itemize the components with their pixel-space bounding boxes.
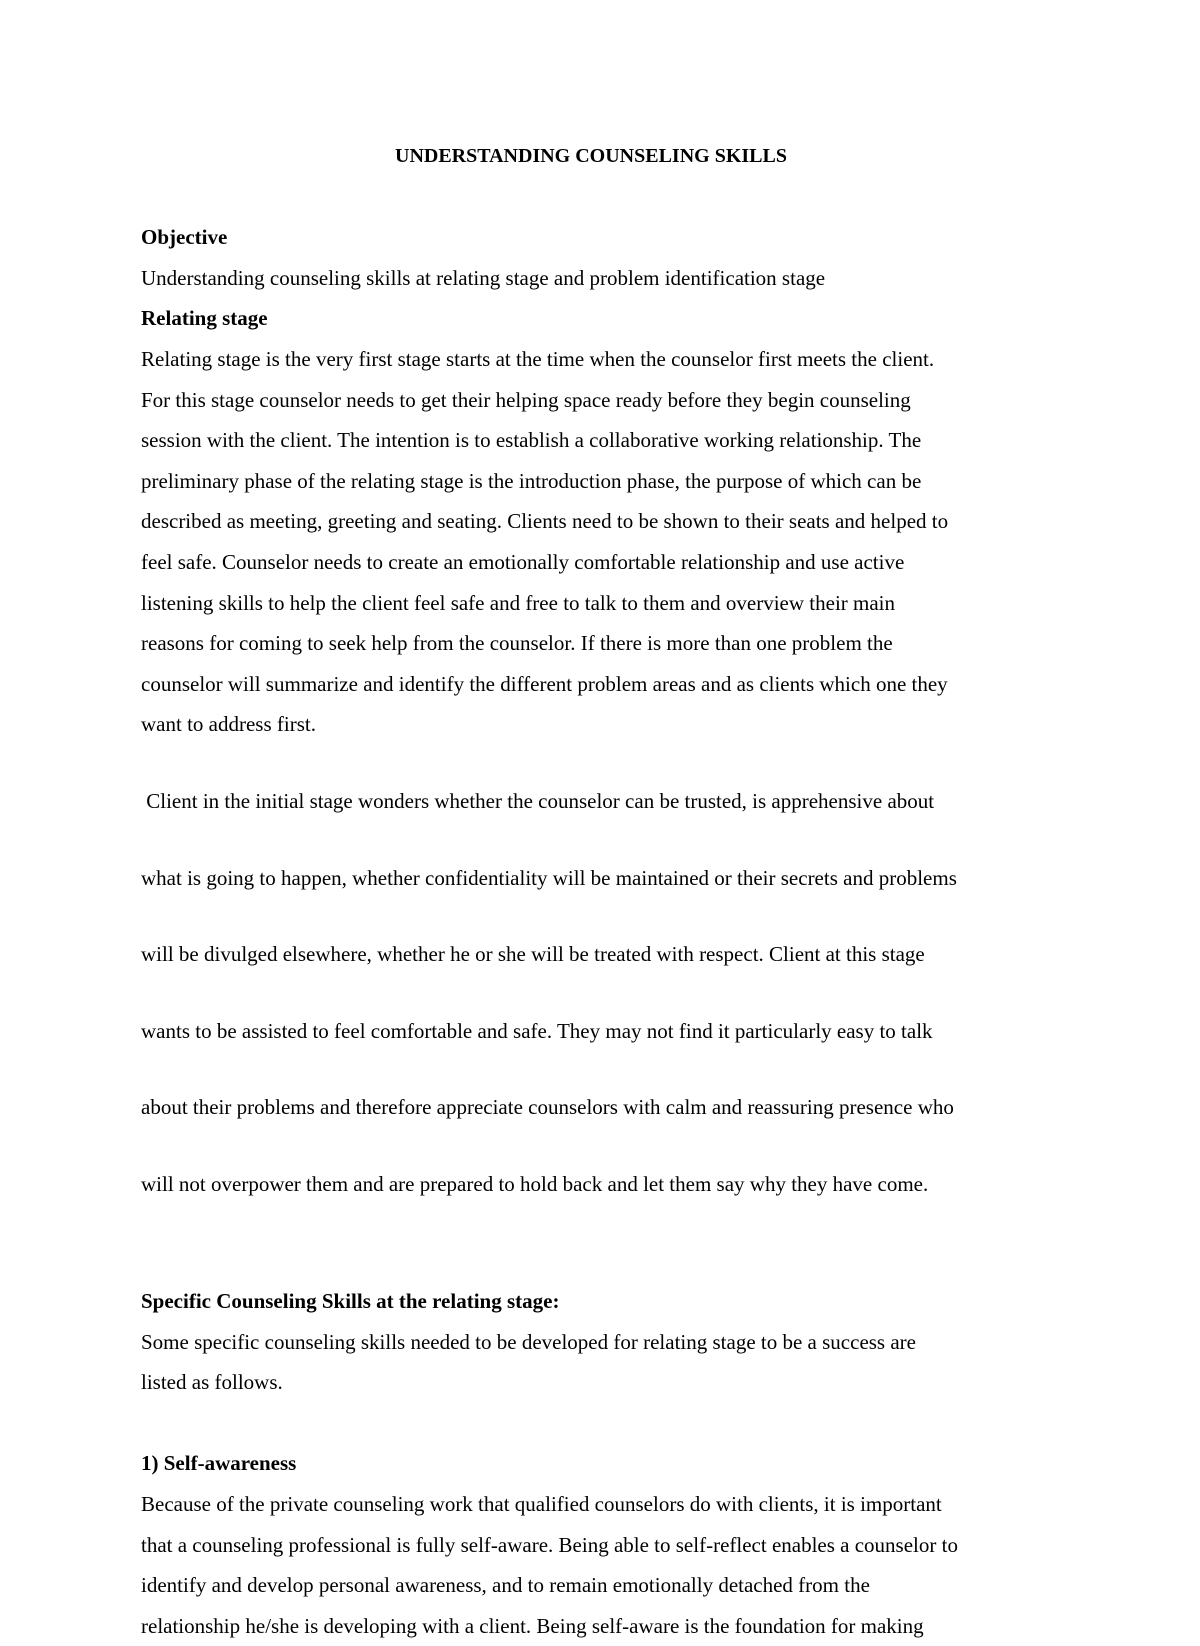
- spacer: [141, 1240, 1071, 1281]
- relating-paragraph-2: [141, 745, 1071, 1241]
- paragraph-line: counselor will summarize and identify the different problem areas and as clients which one they: [141, 671, 948, 696]
- document-title: UNDERSTANDING COUNSELING SKILLS: [395, 145, 787, 167]
- self-awareness-text: [141, 1484, 1071, 1646]
- specific-skills-text: [141, 1322, 1071, 1403]
- objective-heading: Objective: [141, 225, 228, 250]
- paragraph-line: listed as follows.: [141, 1370, 283, 1395]
- self-awareness-heading: 1) Self-awareness: [141, 1451, 297, 1476]
- paragraph-line: For this stage counselor needs to get their helping space ready before they begin counseling: [141, 387, 911, 412]
- paragraph-line: want to address first.: [141, 712, 316, 737]
- paragraph-line: described as meeting, greeting and seating. Clients need to be shown to their seats and helped to: [141, 509, 949, 534]
- paragraph-line: that a counseling professional is fully self-aware. Being able to self-reflect enables a counselor to: [141, 1532, 958, 1557]
- paragraph-line: reasons for coming to seek help from the counselor. If there is more than one problem the: [141, 631, 893, 656]
- relating-paragraph-1: [141, 339, 1071, 745]
- paragraph-line: Because of the private counseling work that qualified counselors do with clients, it is important: [141, 1492, 942, 1517]
- paragraph-line: feel safe. Counselor needs to create an emotionally comfortable relationship and use active: [141, 549, 905, 574]
- relating-stage-heading: Relating stage: [141, 306, 268, 331]
- paragraph-line: session with the client. The intention is to establish a collaborative working relationship. The: [141, 428, 922, 453]
- paragraph-line: listening skills to help the client feel safe and free to talk to them and overview their main: [141, 590, 896, 615]
- paragraph-line: Client in the initial stage wonders whether the counselor can be trusted, is apprehensive about: [141, 788, 935, 813]
- paragraph-line: about their problems and therefore appreciate counselors with calm and reassuring presence who: [141, 1095, 954, 1120]
- specific-skills-heading: Specific Counseling Skills at the relating stage:: [141, 1289, 560, 1314]
- paragraph-line: preliminary phase of the relating stage is the introduction phase, the purpose of which can be: [141, 468, 922, 493]
- paragraph-line: will not overpower them and are prepared to hold back and let them say why they have come.: [141, 1171, 929, 1196]
- objective-text: Understanding counseling skills at relating stage and problem identification stage: [141, 265, 826, 290]
- document-body: [141, 136, 1071, 1646]
- spacer: [141, 177, 1071, 218]
- paragraph-line: will be divulged elsewhere, whether he or she will be treated with respect. Client at this stage: [141, 942, 925, 967]
- paragraph-line: identify and develop personal awareness, and to remain emotionally detached from the: [141, 1573, 870, 1598]
- paragraph-line: wants to be assisted to feel comfortable and safe. They may not find it particularly easy to talk: [141, 1018, 933, 1043]
- paragraph-line: relationship he/she is developing with a client. Being self-aware is the foundation for making: [141, 1613, 924, 1638]
- paragraph-line: Relating stage is the very first stage starts at the time when the counselor first meets the client.: [141, 346, 935, 371]
- paragraph-line: what is going to happen, whether confidentiality will be maintained or their secrets and problems: [141, 865, 957, 890]
- spacer: [141, 1403, 1071, 1444]
- paragraph-line: Some specific counseling skills needed to be developed for relating stage to be a success are: [141, 1329, 916, 1354]
